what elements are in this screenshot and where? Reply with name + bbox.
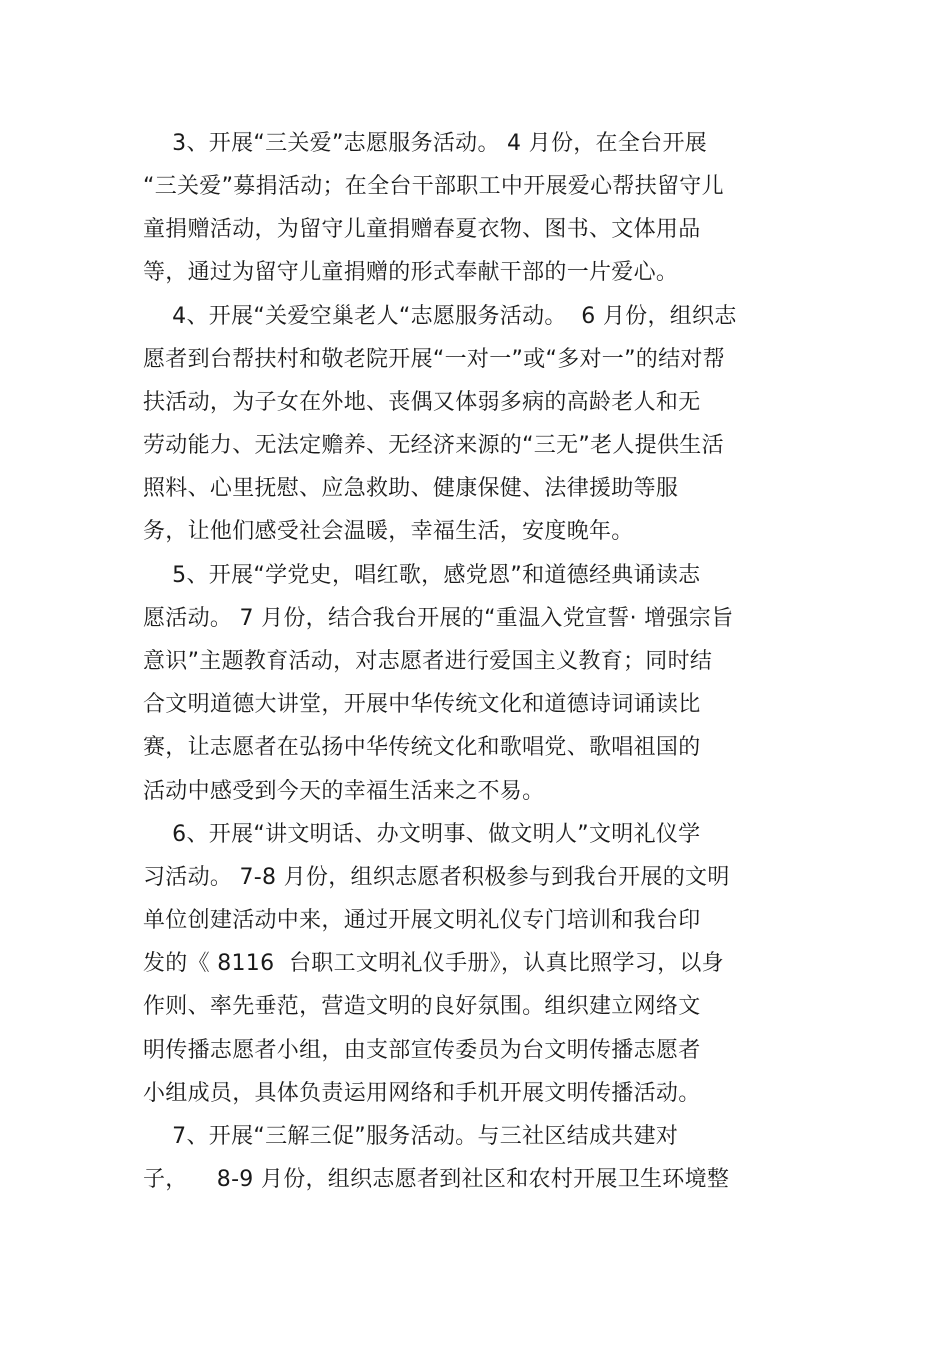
text-line: 合文明道德大讲堂，开展中华传统文化和道德诗词诵读比 [143,692,701,717]
text-line: 7、开展“三解三促”服务活动。与三社区结成共建对 [143,1124,679,1149]
text-line: 3、开展“三关爱”志愿服务活动。 4 月份，在全台开展 [143,131,708,156]
text-line: 子， 8-9 月份，组织志愿者到社区和农村开展卫生环境整 [143,1167,730,1192]
text-line: 4、开展“关爱空巢老人“志愿服务活动。 6 月份，组织志 [143,304,737,329]
text-line: 活动中感受到今天的幸福生活来之不易。 [143,779,545,804]
text-line: 赛，让志愿者在弘扬中华传统文化和歌唱党、歌唱祖国的 [143,735,701,760]
text-line: 照料、心里抚慰、应急救助、健康保健、法律援助等服 [143,476,679,501]
text-line: 作则、率先垂范，营造文明的良好氛围。组织建立网络文 [143,994,701,1019]
text-line: 愿者到台帮扶村和敬老院开展“一对一”或“多对一”的结对帮 [143,347,725,372]
text-line: 小组成员，具体负责运用网络和手机开展文明传播活动。 [143,1081,701,1106]
text-line: “三关爱”募捐活动；在全台干部职工中开展爱心帮扶留守儿 [143,174,724,199]
text-line: 明传播志愿者小组，由支部宣传委员为台文明传播志愿者 [143,1038,701,1063]
text-line: 5、开展“学党史，唱红歌，感党恩”和道德经典诵读志 [143,563,701,588]
text-line: 意识”主题教育活动，对志愿者进行爱国主义教育；同时结 [143,649,713,674]
text-line: 单位创建活动中来，通过开展文明礼仪专门培训和我台印 [143,908,701,933]
text-line: 6、开展“讲文明话、办文明事、做文明人”文明礼仪学 [143,822,701,847]
text-line: 劳动能力、无法定赡养、无经济来源的“三无”老人提供生活 [143,433,724,458]
text-line: 务，让他们感受社会温暖，幸福生活，安度晚年。 [143,519,634,544]
text-line: 童捐赠活动，为留守儿童捐赠春夏衣物、图书、文体用品 [143,217,701,242]
text-line: 扶活动，为子女在外地、丧偶又体弱多病的高龄老人和无 [143,390,701,415]
text-line: 习活动。 7-8 月份，组织志愿者积极参与到我台开展的文明 [143,865,730,890]
text-line: 发的《 8116 台职工文明礼仪手册》，认真比照学习，以身 [143,951,724,976]
text-line: 愿活动。 7 月份，结合我台开展的“重温入党宣誓· 增强宗旨 [143,606,734,631]
text-line: 等，通过为留守儿童捐赠的形式奉献干部的一片爱心。 [143,260,679,285]
